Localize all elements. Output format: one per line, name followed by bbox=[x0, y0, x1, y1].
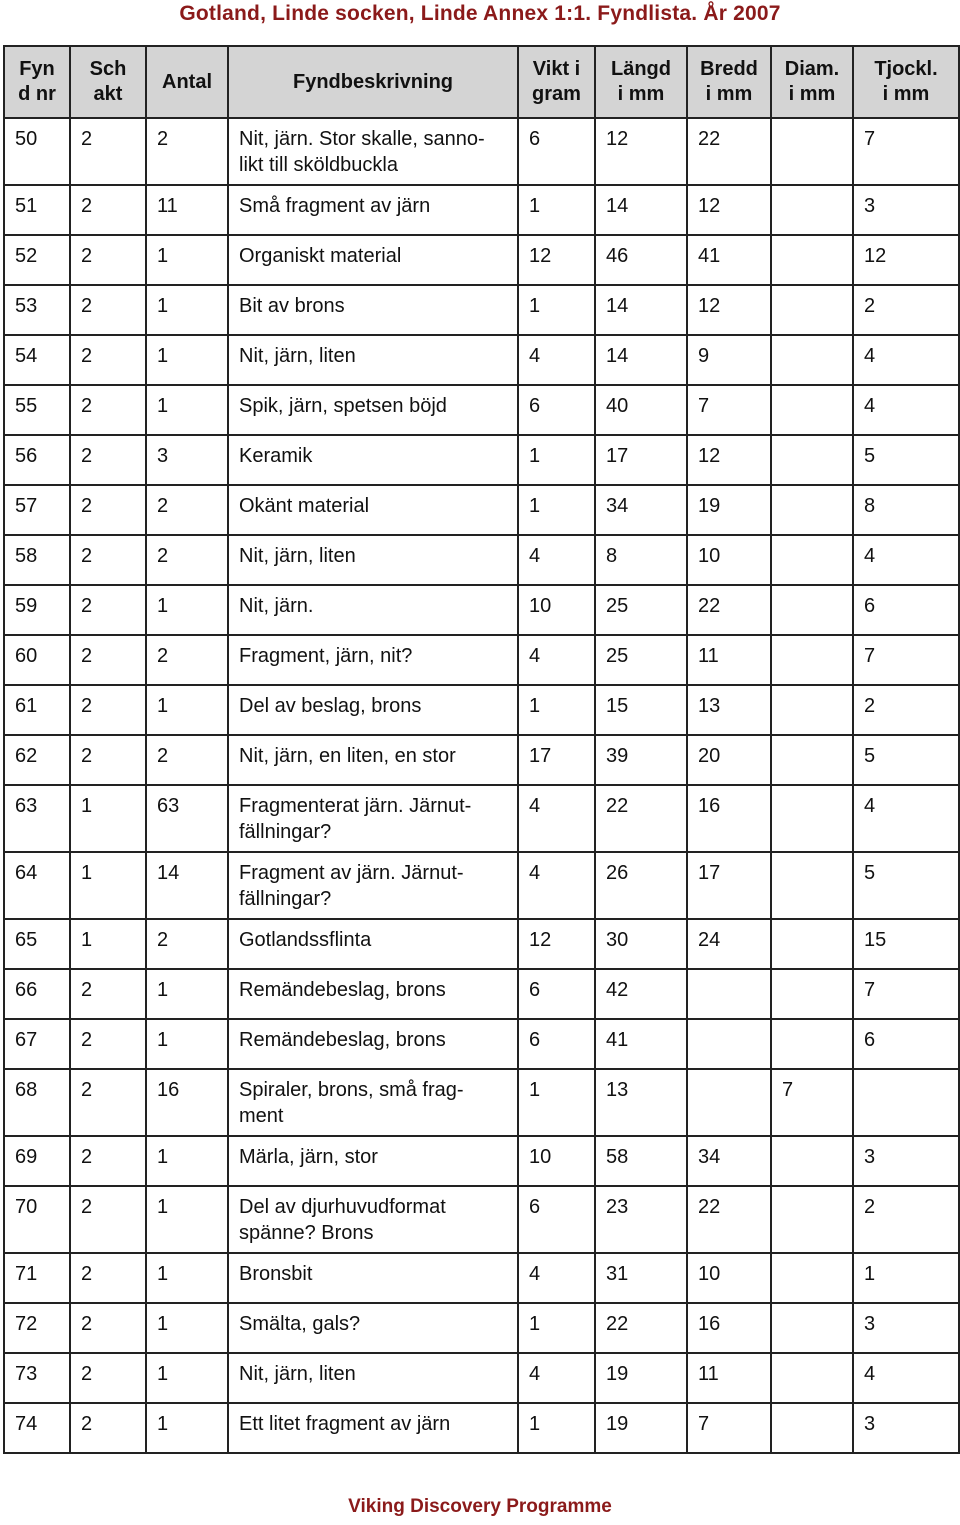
table-row bbox=[4, 585, 959, 635]
cell-bredd: 11 bbox=[687, 635, 771, 685]
cell-schakt: 2 bbox=[70, 1019, 146, 1069]
cell-antal: 1 bbox=[146, 585, 228, 635]
cell-diam bbox=[771, 1403, 853, 1453]
cell-vikt: 1 bbox=[518, 1403, 595, 1453]
cell-langd: 15 bbox=[595, 685, 687, 735]
cell-diam bbox=[771, 735, 853, 785]
cell-diam bbox=[771, 785, 853, 852]
cell-bredd bbox=[687, 969, 771, 1019]
cell-fynd-nr: 55 bbox=[4, 385, 70, 435]
cell-schakt: 2 bbox=[70, 485, 146, 535]
cell-diam bbox=[771, 1136, 853, 1186]
cell-vikt: 4 bbox=[518, 535, 595, 585]
cell-fynd-nr: 64 bbox=[4, 852, 70, 919]
cell-antal: 1 bbox=[146, 1136, 228, 1186]
cell-fyndbeskrivning: Keramik bbox=[228, 435, 518, 485]
table-row bbox=[4, 919, 959, 969]
cell-antal: 2 bbox=[146, 919, 228, 969]
cell-fyndbeskrivning: Små fragment av järn bbox=[228, 185, 518, 235]
cell-schakt: 2 bbox=[70, 1303, 146, 1353]
cell-langd: 14 bbox=[595, 285, 687, 335]
cell-bredd: 34 bbox=[687, 1136, 771, 1186]
cell-bredd: 20 bbox=[687, 735, 771, 785]
cell-tjockl: 8 bbox=[853, 485, 959, 535]
cell-bredd: 7 bbox=[687, 1403, 771, 1453]
cell-schakt: 2 bbox=[70, 1353, 146, 1403]
cell-vikt: 4 bbox=[518, 1253, 595, 1303]
cell-fyndbeskrivning: Fragment av järn. Järnut- fällningar? bbox=[228, 852, 518, 919]
cell-vikt: 1 bbox=[518, 285, 595, 335]
cell-schakt: 2 bbox=[70, 385, 146, 435]
column-header-antal: Antal bbox=[146, 46, 228, 118]
cell-antal: 1 bbox=[146, 1353, 228, 1403]
cell-tjockl: 1 bbox=[853, 1253, 959, 1303]
cell-fyndbeskrivning: Bronsbit bbox=[228, 1253, 518, 1303]
cell-bredd: 19 bbox=[687, 485, 771, 535]
cell-bredd bbox=[687, 1069, 771, 1136]
cell-diam bbox=[771, 335, 853, 385]
cell-diam bbox=[771, 1253, 853, 1303]
cell-bredd: 11 bbox=[687, 1353, 771, 1403]
cell-langd: 58 bbox=[595, 1136, 687, 1186]
cell-langd: 41 bbox=[595, 1019, 687, 1069]
cell-fynd-nr: 65 bbox=[4, 919, 70, 969]
cell-diam bbox=[771, 1019, 853, 1069]
cell-langd: 46 bbox=[595, 235, 687, 285]
cell-vikt: 4 bbox=[518, 785, 595, 852]
cell-langd: 14 bbox=[595, 185, 687, 235]
cell-tjockl: 12 bbox=[853, 235, 959, 285]
cell-diam bbox=[771, 685, 853, 735]
cell-tjockl: 3 bbox=[853, 1303, 959, 1353]
cell-diam bbox=[771, 969, 853, 1019]
cell-fynd-nr: 53 bbox=[4, 285, 70, 335]
cell-vikt: 17 bbox=[518, 735, 595, 785]
cell-fyndbeskrivning: Nit, järn, liten bbox=[228, 535, 518, 585]
cell-schakt: 2 bbox=[70, 1069, 146, 1136]
cell-langd: 40 bbox=[595, 385, 687, 435]
cell-antal: 1 bbox=[146, 685, 228, 735]
cell-tjockl bbox=[853, 1069, 959, 1136]
cell-fynd-nr: 59 bbox=[4, 585, 70, 635]
cell-fyndbeskrivning: Remändebeslag, brons bbox=[228, 969, 518, 1019]
cell-bredd: 12 bbox=[687, 285, 771, 335]
cell-tjockl: 3 bbox=[853, 1403, 959, 1453]
cell-antal: 1 bbox=[146, 335, 228, 385]
cell-langd: 12 bbox=[595, 118, 687, 185]
cell-tjockl: 3 bbox=[853, 1136, 959, 1186]
cell-tjockl: 7 bbox=[853, 969, 959, 1019]
cell-tjockl: 3 bbox=[853, 185, 959, 235]
cell-antal: 63 bbox=[146, 785, 228, 852]
cell-fyndbeskrivning: Organiskt material bbox=[228, 235, 518, 285]
cell-antal: 1 bbox=[146, 385, 228, 435]
cell-bredd: 22 bbox=[687, 118, 771, 185]
cell-antal: 11 bbox=[146, 185, 228, 235]
cell-langd: 39 bbox=[595, 735, 687, 785]
cell-schakt: 2 bbox=[70, 1403, 146, 1453]
cell-langd: 19 bbox=[595, 1353, 687, 1403]
cell-fyndbeskrivning: Del av beslag, brons bbox=[228, 685, 518, 735]
cell-fyndbeskrivning: Del av djurhuvudformat spänne? Brons bbox=[228, 1186, 518, 1253]
cell-tjockl: 6 bbox=[853, 1019, 959, 1069]
cell-bredd: 9 bbox=[687, 335, 771, 385]
page-title: Gotland, Linde socken, Linde Annex 1:1. Fyndlista. År 2007 bbox=[179, 2, 781, 25]
cell-vikt: 6 bbox=[518, 385, 595, 435]
cell-diam bbox=[771, 235, 853, 285]
cell-schakt: 2 bbox=[70, 969, 146, 1019]
cell-vikt: 6 bbox=[518, 1186, 595, 1253]
cell-antal: 2 bbox=[146, 118, 228, 185]
cell-fyndbeskrivning: Gotlandssflinta bbox=[228, 919, 518, 969]
cell-fynd-nr: 66 bbox=[4, 969, 70, 1019]
cell-langd: 22 bbox=[595, 1303, 687, 1353]
column-header-tjockl: Tjockl. i mm bbox=[853, 46, 959, 118]
cell-tjockl: 2 bbox=[853, 285, 959, 335]
cell-bredd: 12 bbox=[687, 435, 771, 485]
cell-tjockl: 2 bbox=[853, 1186, 959, 1253]
cell-bredd: 41 bbox=[687, 235, 771, 285]
cell-antal: 1 bbox=[146, 1019, 228, 1069]
column-header-fynd-nr: Fyn d nr bbox=[4, 46, 70, 118]
cell-bredd: 24 bbox=[687, 919, 771, 969]
cell-fyndbeskrivning: Nit, järn. bbox=[228, 585, 518, 635]
cell-fyndbeskrivning: Spiraler, brons, små frag- ment bbox=[228, 1069, 518, 1136]
table-row bbox=[4, 735, 959, 785]
cell-langd: 17 bbox=[595, 435, 687, 485]
cell-fyndbeskrivning: Märla, järn, stor bbox=[228, 1136, 518, 1186]
cell-fyndbeskrivning: Bit av brons bbox=[228, 285, 518, 335]
cell-bredd: 17 bbox=[687, 852, 771, 919]
table-row bbox=[4, 852, 959, 919]
cell-schakt: 2 bbox=[70, 685, 146, 735]
cell-fynd-nr: 50 bbox=[4, 118, 70, 185]
cell-diam bbox=[771, 585, 853, 635]
cell-fynd-nr: 61 bbox=[4, 685, 70, 735]
find-list-table bbox=[3, 45, 960, 1454]
cell-fynd-nr: 63 bbox=[4, 785, 70, 852]
cell-tjockl: 4 bbox=[853, 785, 959, 852]
cell-schakt: 2 bbox=[70, 335, 146, 385]
cell-tjockl: 4 bbox=[853, 535, 959, 585]
cell-schakt: 2 bbox=[70, 1186, 146, 1253]
cell-fyndbeskrivning: Nit, järn, liten bbox=[228, 1353, 518, 1403]
cell-vikt: 1 bbox=[518, 685, 595, 735]
cell-fyndbeskrivning: Okänt material bbox=[228, 485, 518, 535]
cell-antal: 14 bbox=[146, 852, 228, 919]
cell-fynd-nr: 58 bbox=[4, 535, 70, 585]
cell-diam bbox=[771, 435, 853, 485]
table-body bbox=[4, 118, 959, 1453]
cell-vikt: 4 bbox=[518, 635, 595, 685]
cell-bredd: 13 bbox=[687, 685, 771, 735]
cell-antal: 1 bbox=[146, 285, 228, 335]
table-row bbox=[4, 285, 959, 335]
cell-bredd: 16 bbox=[687, 1303, 771, 1353]
cell-vikt: 10 bbox=[518, 1136, 595, 1186]
column-header-bredd: Bredd i mm bbox=[687, 46, 771, 118]
cell-tjockl: 2 bbox=[853, 685, 959, 735]
cell-diam bbox=[771, 1186, 853, 1253]
cell-fynd-nr: 57 bbox=[4, 485, 70, 535]
cell-tjockl: 4 bbox=[853, 1353, 959, 1403]
cell-vikt: 10 bbox=[518, 585, 595, 635]
cell-tjockl: 15 bbox=[853, 919, 959, 969]
cell-antal: 16 bbox=[146, 1069, 228, 1136]
cell-fynd-nr: 67 bbox=[4, 1019, 70, 1069]
cell-fynd-nr: 72 bbox=[4, 1303, 70, 1353]
cell-vikt: 6 bbox=[518, 118, 595, 185]
cell-fynd-nr: 69 bbox=[4, 1136, 70, 1186]
cell-diam bbox=[771, 852, 853, 919]
cell-fyndbeskrivning: Fragmenterat järn. Järnut- fällningar? bbox=[228, 785, 518, 852]
column-header-schakt: Sch akt bbox=[70, 46, 146, 118]
cell-fynd-nr: 74 bbox=[4, 1403, 70, 1453]
table-row bbox=[4, 1303, 959, 1353]
cell-antal: 2 bbox=[146, 535, 228, 585]
table-row bbox=[4, 685, 959, 735]
cell-diam bbox=[771, 185, 853, 235]
cell-schakt: 2 bbox=[70, 1136, 146, 1186]
cell-schakt: 1 bbox=[70, 919, 146, 969]
cell-diam bbox=[771, 485, 853, 535]
footer-programme: Viking Discovery Programme bbox=[348, 1496, 612, 1517]
cell-tjockl: 7 bbox=[853, 635, 959, 685]
cell-fynd-nr: 71 bbox=[4, 1253, 70, 1303]
cell-fyndbeskrivning: Spik, järn, spetsen böjd bbox=[228, 385, 518, 435]
table-row bbox=[4, 1069, 959, 1136]
cell-antal: 1 bbox=[146, 235, 228, 285]
table-row bbox=[4, 969, 959, 1019]
cell-diam bbox=[771, 285, 853, 335]
cell-vikt: 6 bbox=[518, 1019, 595, 1069]
column-header-langd: Längd i mm bbox=[595, 46, 687, 118]
cell-langd: 22 bbox=[595, 785, 687, 852]
cell-vikt: 1 bbox=[518, 185, 595, 235]
table-row bbox=[4, 635, 959, 685]
cell-vikt: 12 bbox=[518, 919, 595, 969]
cell-tjockl: 5 bbox=[853, 735, 959, 785]
cell-antal: 1 bbox=[146, 969, 228, 1019]
cell-fyndbeskrivning: Nit, järn, liten bbox=[228, 335, 518, 385]
cell-langd: 8 bbox=[595, 535, 687, 585]
cell-schakt: 1 bbox=[70, 785, 146, 852]
cell-vikt: 4 bbox=[518, 1353, 595, 1403]
cell-schakt: 2 bbox=[70, 535, 146, 585]
cell-langd: 31 bbox=[595, 1253, 687, 1303]
cell-bredd: 22 bbox=[687, 1186, 771, 1253]
cell-vikt: 6 bbox=[518, 969, 595, 1019]
cell-antal: 2 bbox=[146, 735, 228, 785]
cell-antal: 1 bbox=[146, 1253, 228, 1303]
cell-schakt: 2 bbox=[70, 435, 146, 485]
cell-diam bbox=[771, 919, 853, 969]
cell-vikt: 1 bbox=[518, 1069, 595, 1136]
cell-langd: 13 bbox=[595, 1069, 687, 1136]
table-row bbox=[4, 385, 959, 435]
cell-fyndbeskrivning: Nit, järn. Stor skalle, sanno- likt till sköldbuckla bbox=[228, 118, 518, 185]
cell-vikt: 4 bbox=[518, 335, 595, 385]
cell-langd: 42 bbox=[595, 969, 687, 1019]
cell-antal: 1 bbox=[146, 1303, 228, 1353]
cell-langd: 25 bbox=[595, 635, 687, 685]
cell-fynd-nr: 54 bbox=[4, 335, 70, 385]
table-row bbox=[4, 1136, 959, 1186]
cell-bredd: 22 bbox=[687, 585, 771, 635]
cell-tjockl: 5 bbox=[853, 435, 959, 485]
cell-schakt: 2 bbox=[70, 235, 146, 285]
cell-tjockl: 6 bbox=[853, 585, 959, 635]
cell-langd: 14 bbox=[595, 335, 687, 385]
cell-bredd: 16 bbox=[687, 785, 771, 852]
cell-fynd-nr: 60 bbox=[4, 635, 70, 685]
cell-diam: 7 bbox=[771, 1069, 853, 1136]
column-header-vikt: Vikt i gram bbox=[518, 46, 595, 118]
cell-fyndbeskrivning: Nit, järn, en liten, en stor bbox=[228, 735, 518, 785]
table-row bbox=[4, 1019, 959, 1069]
header-row bbox=[4, 46, 959, 118]
cell-fynd-nr: 51 bbox=[4, 185, 70, 235]
cell-antal: 2 bbox=[146, 485, 228, 535]
cell-schakt: 1 bbox=[70, 852, 146, 919]
cell-langd: 34 bbox=[595, 485, 687, 535]
cell-langd: 23 bbox=[595, 1186, 687, 1253]
cell-vikt: 4 bbox=[518, 852, 595, 919]
cell-fyndbeskrivning: Smälta, gals? bbox=[228, 1303, 518, 1353]
cell-fynd-nr: 68 bbox=[4, 1069, 70, 1136]
cell-fyndbeskrivning: Remändebeslag, brons bbox=[228, 1019, 518, 1069]
cell-schakt: 2 bbox=[70, 1253, 146, 1303]
cell-fyndbeskrivning: Fragment, järn, nit? bbox=[228, 635, 518, 685]
cell-diam bbox=[771, 535, 853, 585]
cell-schakt: 2 bbox=[70, 118, 146, 185]
cell-vikt: 1 bbox=[518, 435, 595, 485]
cell-schakt: 2 bbox=[70, 185, 146, 235]
cell-antal: 1 bbox=[146, 1186, 228, 1253]
cell-fynd-nr: 62 bbox=[4, 735, 70, 785]
cell-antal: 2 bbox=[146, 635, 228, 685]
cell-tjockl: 7 bbox=[853, 118, 959, 185]
table-row bbox=[4, 785, 959, 852]
cell-vikt: 12 bbox=[518, 235, 595, 285]
cell-langd: 25 bbox=[595, 585, 687, 635]
cell-langd: 19 bbox=[595, 1403, 687, 1453]
cell-fyndbeskrivning: Ett litet fragment av järn bbox=[228, 1403, 518, 1453]
table-row bbox=[4, 485, 959, 535]
cell-schakt: 2 bbox=[70, 735, 146, 785]
cell-bredd: 10 bbox=[687, 535, 771, 585]
cell-tjockl: 4 bbox=[853, 385, 959, 435]
cell-bredd bbox=[687, 1019, 771, 1069]
table-row bbox=[4, 1253, 959, 1303]
cell-diam bbox=[771, 385, 853, 435]
cell-vikt: 1 bbox=[518, 485, 595, 535]
cell-fynd-nr: 56 bbox=[4, 435, 70, 485]
table-row bbox=[4, 435, 959, 485]
cell-antal: 1 bbox=[146, 1403, 228, 1453]
cell-langd: 26 bbox=[595, 852, 687, 919]
table-row bbox=[4, 118, 959, 185]
table-row bbox=[4, 1186, 959, 1253]
cell-bredd: 7 bbox=[687, 385, 771, 435]
cell-vikt: 1 bbox=[518, 1303, 595, 1353]
cell-diam bbox=[771, 1353, 853, 1403]
table-row bbox=[4, 185, 959, 235]
cell-schakt: 2 bbox=[70, 585, 146, 635]
cell-schakt: 2 bbox=[70, 635, 146, 685]
cell-tjockl: 5 bbox=[853, 852, 959, 919]
cell-langd: 30 bbox=[595, 919, 687, 969]
table-row bbox=[4, 1353, 959, 1403]
cell-bredd: 10 bbox=[687, 1253, 771, 1303]
cell-tjockl: 4 bbox=[853, 335, 959, 385]
table-row bbox=[4, 535, 959, 585]
cell-schakt: 2 bbox=[70, 285, 146, 335]
table-row bbox=[4, 335, 959, 385]
cell-diam bbox=[771, 118, 853, 185]
cell-fynd-nr: 70 bbox=[4, 1186, 70, 1253]
column-header-fyndbeskrivning: Fyndbeskrivning bbox=[228, 46, 518, 118]
cell-bredd: 12 bbox=[687, 185, 771, 235]
column-header-diam: Diam. i mm bbox=[771, 46, 853, 118]
cell-diam bbox=[771, 635, 853, 685]
cell-diam bbox=[771, 1303, 853, 1353]
table-row bbox=[4, 1403, 959, 1453]
cell-fynd-nr: 52 bbox=[4, 235, 70, 285]
cell-antal: 3 bbox=[146, 435, 228, 485]
cell-fynd-nr: 73 bbox=[4, 1353, 70, 1403]
table-row bbox=[4, 235, 959, 285]
